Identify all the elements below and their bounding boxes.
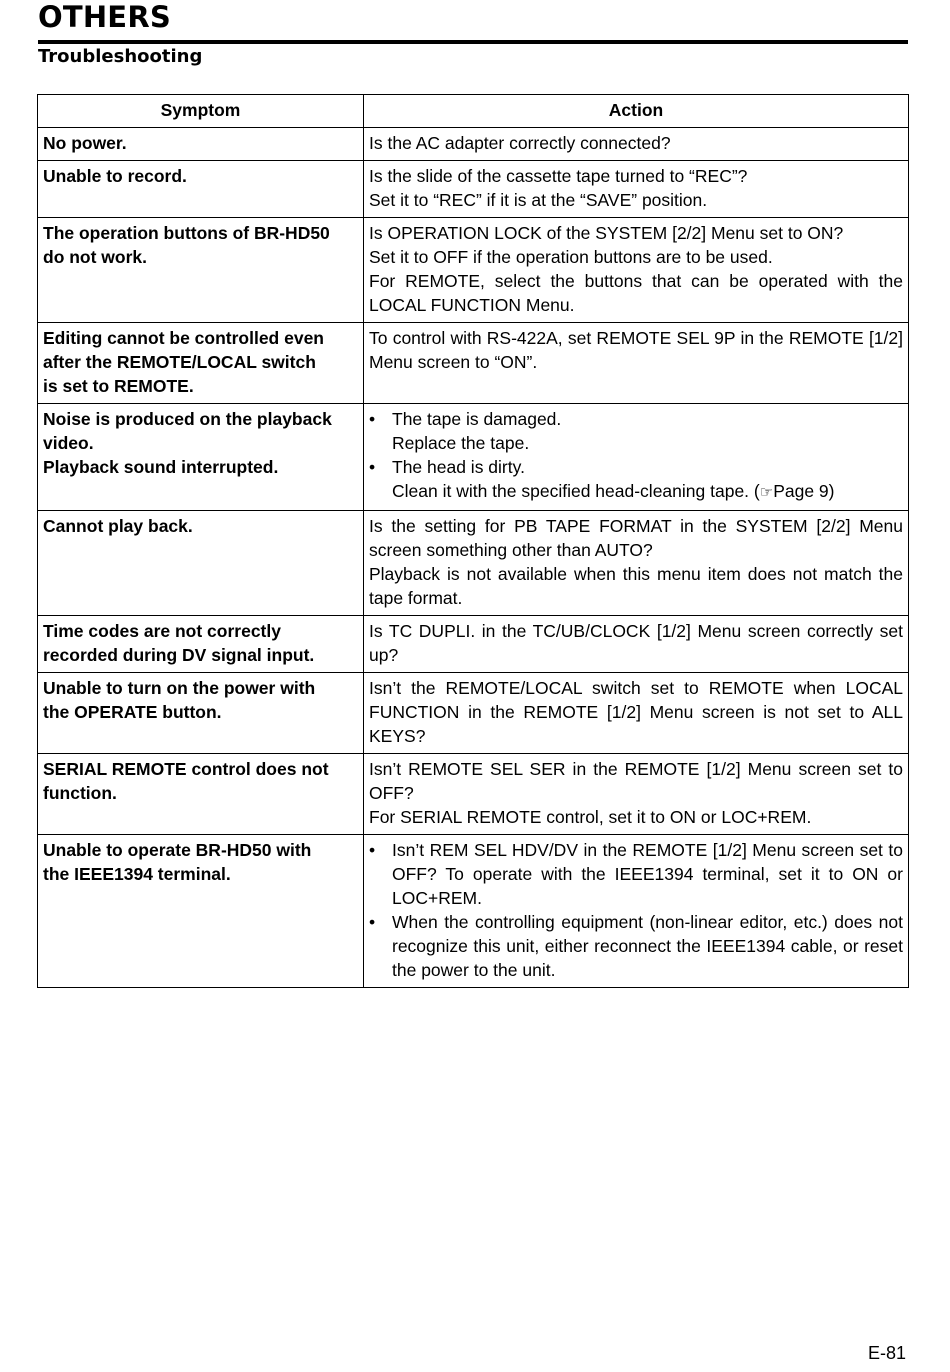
symptom-text: the OPERATE button.	[43, 702, 222, 722]
bullet-marker: •	[369, 840, 376, 860]
action-text: Is the slide of the cassette tape turned to “REC”?	[369, 166, 748, 186]
symptom-text: Unable to record.	[43, 166, 187, 186]
table-row	[38, 511, 909, 616]
symptom-cell	[38, 128, 364, 161]
action-cell	[364, 161, 909, 218]
column-header-action: Action	[364, 95, 909, 128]
symptom-cell	[38, 673, 364, 754]
table-row	[38, 835, 909, 988]
page-reference-icon: ☞	[759, 484, 774, 501]
list-item	[369, 407, 903, 455]
bullet-subtext: Clean it with the specified head-cleaning tape. (	[392, 481, 760, 501]
action-text: Is the setting for PB TAPE FORMAT in the SYSTEM [2/2] Menu screen something other than AUTO?	[369, 516, 903, 560]
action-cell	[364, 616, 909, 673]
page-reference-text: Page 9)	[773, 481, 835, 501]
bullet-text: The tape is damaged.	[392, 409, 562, 429]
symptom-cell	[38, 616, 364, 673]
symptom-text: SERIAL REMOTE control does not	[43, 759, 329, 779]
symptom-text: the IEEE1394 terminal.	[43, 864, 231, 884]
symptom-text: video.	[43, 433, 94, 453]
action-cell	[364, 404, 909, 511]
table-row	[38, 404, 909, 511]
symptom-cell	[38, 835, 364, 988]
page-number: E-81	[867, 1343, 906, 1363]
action-cell	[364, 754, 909, 835]
bullet-marker: •	[369, 912, 376, 932]
action-text: For SERIAL REMOTE control, set it to ON or LOC+REM.	[369, 807, 812, 827]
action-cell	[364, 511, 909, 616]
symptom-text: Noise is produced on the playback	[43, 409, 332, 429]
action-text: Set it to “REC” if it is at the “SAVE” position.	[369, 190, 708, 210]
troubleshooting-table	[37, 94, 909, 988]
symptom-text: Time codes are not correctly	[43, 621, 281, 641]
symptom-text: No power.	[43, 133, 127, 153]
section-title: OTHERS	[38, 0, 171, 34]
symptom-text: Playback sound interrupted.	[43, 457, 279, 477]
symptom-cell	[38, 218, 364, 323]
action-text: Is TC DUPLI. in the TC/UB/CLOCK [1/2] Menu screen correctly set up?	[369, 621, 903, 665]
title-rule	[38, 40, 908, 44]
symptom-text: The operation buttons of BR-HD50	[43, 223, 330, 243]
table-row	[38, 323, 909, 404]
action-text: To control with RS-422A, set REMOTE SEL 9P in the REMOTE [1/2] Menu screen to “ON”.	[369, 328, 903, 372]
action-text: Set it to OFF if the operation buttons are to be used.	[369, 247, 773, 267]
action-text: Is the AC adapter correctly connected?	[369, 133, 671, 153]
table-header-row	[38, 95, 909, 128]
action-cell	[364, 673, 909, 754]
table-row	[38, 128, 909, 161]
table-row	[38, 616, 909, 673]
subsection-title: Troubleshooting	[38, 46, 203, 67]
action-text: Isn’t the REMOTE/LOCAL switch set to REMOTE when LOCAL FUNCTION in the REMOTE [1/2] Menu screen is not set to ALL KEYS?	[369, 678, 903, 746]
symptom-cell	[38, 754, 364, 835]
action-text: For REMOTE, select the buttons that can be operated with the LOCAL FUNCTION Menu.	[369, 271, 903, 315]
bullet-marker: •	[369, 457, 376, 477]
action-cell	[364, 218, 909, 323]
bullet-subtext: Replace the tape.	[392, 433, 530, 453]
symptom-text: do not work.	[43, 247, 148, 267]
symptom-text: recorded during DV signal input.	[43, 645, 315, 665]
symptom-text: Editing cannot be controlled even	[43, 328, 324, 348]
bullet-text: When the controlling equipment (non-linear editor, etc.) does not recognize this unit, either reconnect the IEEE1394 cable, or reset the power to the unit.	[392, 912, 903, 980]
table-row	[38, 754, 909, 835]
bullet-list	[369, 838, 903, 982]
symptom-cell	[38, 323, 364, 404]
action-cell	[364, 128, 909, 161]
bullet-list	[369, 407, 903, 505]
action-text: Is OPERATION LOCK of the SYSTEM [2/2] Menu set to ON?	[369, 223, 844, 243]
action-text: Playback is not available when this menu item does not match the tape format.	[369, 564, 903, 608]
action-cell	[364, 323, 909, 404]
symptom-text: function.	[43, 783, 117, 803]
action-cell	[364, 835, 909, 988]
symptom-cell	[38, 404, 364, 511]
symptom-cell	[38, 511, 364, 616]
bullet-marker: •	[369, 409, 376, 429]
bullet-text: Isn’t REM SEL HDV/DV in the REMOTE [1/2] Menu screen set to OFF? To operate with the IEEE1394 terminal, set it to ON or LOC+REM.	[392, 840, 903, 908]
list-item	[369, 455, 903, 505]
symptom-text: Unable to operate BR-HD50 with	[43, 840, 312, 860]
symptom-text: is set to REMOTE.	[43, 376, 194, 396]
symptom-text: Cannot play back.	[43, 516, 193, 536]
list-item	[369, 910, 903, 982]
action-text: Isn’t REMOTE SEL SER in the REMOTE [1/2] Menu screen set to OFF?	[369, 759, 903, 803]
list-item	[369, 838, 903, 910]
table-row	[38, 673, 909, 754]
symptom-cell	[38, 161, 364, 218]
symptom-text: Unable to turn on the power with	[43, 678, 316, 698]
symptom-text: after the REMOTE/LOCAL switch	[43, 352, 316, 372]
column-header-symptom: Symptom	[38, 95, 364, 128]
table-row	[38, 218, 909, 323]
table-row	[38, 161, 909, 218]
bullet-subtext-with-ref	[392, 479, 903, 505]
bullet-text: The head is dirty.	[392, 457, 525, 477]
